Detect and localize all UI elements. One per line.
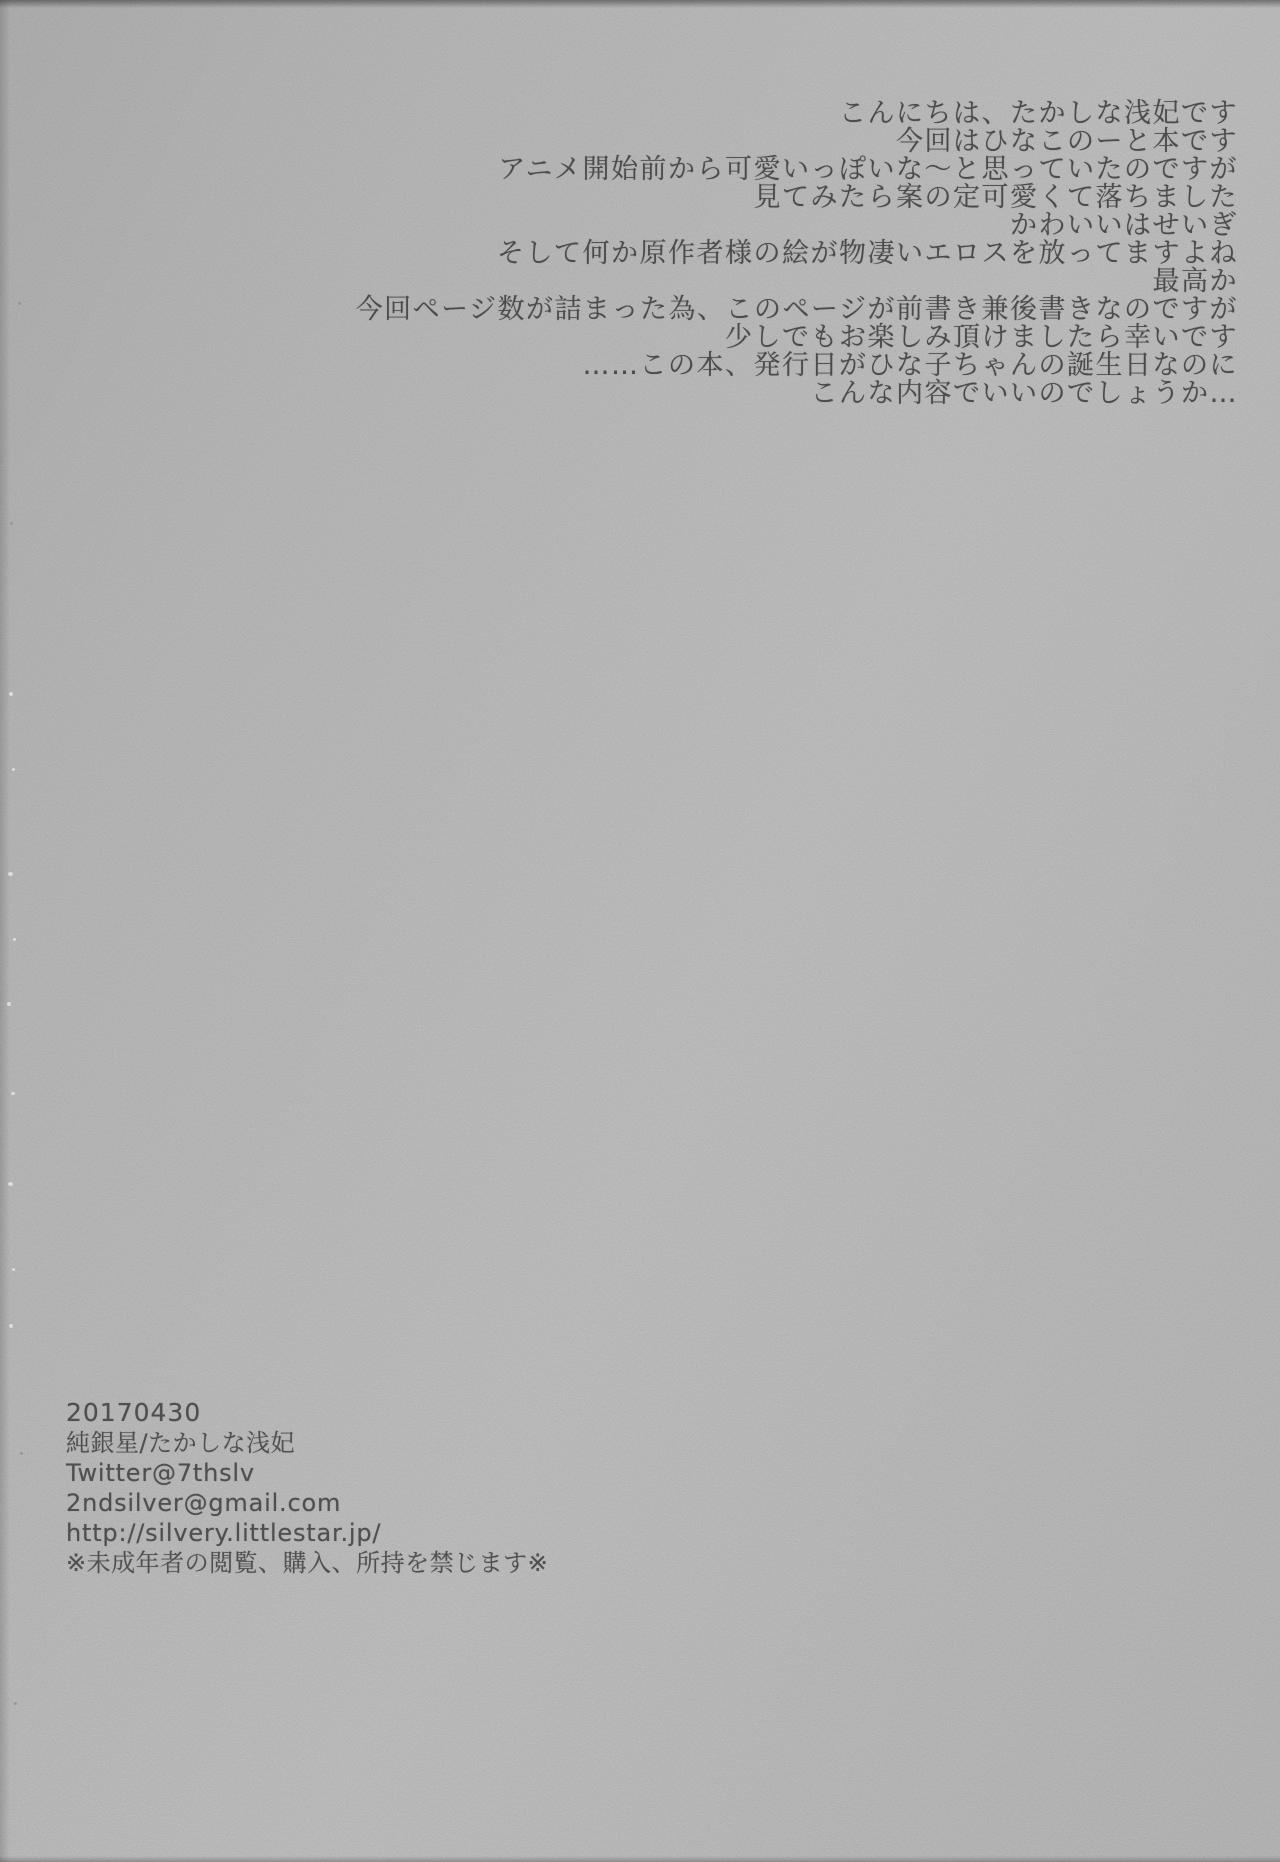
afterword-line: そして何か原作者様の絵が物凄いエロスを放ってますよね bbox=[497, 238, 1238, 269]
colophon-block bbox=[66, 1398, 548, 1578]
scan-speck bbox=[14, 1702, 17, 1705]
scan-speck bbox=[8, 1182, 13, 1186]
scan-speck bbox=[8, 872, 13, 876]
scan-speck bbox=[20, 1452, 23, 1455]
afterword-line: ……この本、発行日がひな子ちゃんの誕生日なのに bbox=[582, 350, 1238, 381]
age-restriction-notice: ※未成年者の閲覧、購入、所持を禁じます※ bbox=[66, 1549, 549, 1577]
afterword-greeting: こんにちは、たかしな浅妃です bbox=[839, 98, 1238, 129]
afterword-line: 今回はひなこのーと本です bbox=[896, 126, 1238, 157]
scan-speck bbox=[10, 522, 13, 525]
afterword-line: 今回ページ数が詰まった為、このページが前書き兼後書きなのですが bbox=[355, 294, 1238, 325]
afterword-line: こんな内容でいいのでしょうか… bbox=[810, 378, 1238, 409]
scan-speck bbox=[7, 1002, 11, 1006]
afterword-line: 少しでもお楽しみ頂けましたら幸いです bbox=[725, 322, 1238, 353]
afterword-line: 見てみたら案の定可愛くて落ちました bbox=[753, 182, 1238, 213]
scan-speck bbox=[13, 938, 16, 941]
publication-date: 20170430 bbox=[66, 1398, 202, 1427]
scan-speck bbox=[12, 768, 15, 771]
circle-and-author: 純銀星/たかしな浅妃 bbox=[66, 1429, 296, 1457]
scan-speck bbox=[12, 1268, 15, 1271]
afterword-line: かわいいはせいぎ bbox=[1010, 210, 1238, 241]
scan-speck bbox=[9, 692, 13, 696]
website-url: http://silvery.littlestar.jp/ bbox=[66, 1519, 382, 1547]
scan-speck bbox=[18, 302, 21, 305]
twitter-handle: Twitter@7thslv bbox=[66, 1459, 255, 1487]
scan-speck bbox=[11, 1092, 15, 1095]
afterword-text-block bbox=[356, 100, 1238, 408]
afterword-line: 最高か bbox=[1152, 266, 1238, 297]
left-edge-shade bbox=[0, 0, 10, 1862]
email-address: 2ndsilver@gmail.com bbox=[66, 1489, 342, 1517]
afterword-line: アニメ開始前から可愛いっぽいな〜と思っていたのですが bbox=[498, 154, 1238, 185]
scan-speck bbox=[9, 1324, 13, 1328]
